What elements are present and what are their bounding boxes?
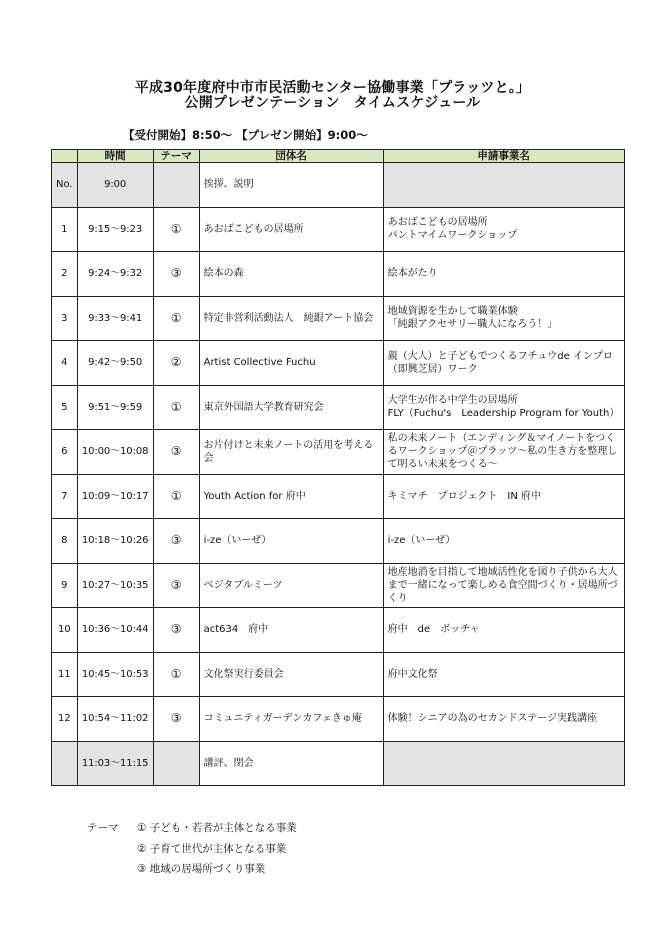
table-row [52,474,625,519]
row-organization: 特定非営利活動法人 純銀アート協会 [199,296,383,341]
row-theme: ③ [153,697,199,742]
row-organization: ベジタブルミーツ [199,563,383,608]
row-organization: 挨拶、説明 [199,163,383,208]
row-number: 11 [52,652,78,697]
row-organization: あおばこどもの居場所 [199,207,383,252]
row-theme: ① [153,385,199,430]
table-row [52,163,625,208]
row-time: 9:24～9:32 [77,252,153,297]
header-theme: テーマ [153,150,199,163]
table-row [52,252,625,297]
row-time: 9:00 [77,163,153,208]
table-row [52,741,625,786]
row-number: No. [52,163,78,208]
header-organization: 団体名 [199,150,383,163]
schedule-header [52,150,625,163]
row-project: 大学生が作る中学生の居場所 FLY（Fuchu's Leadership Program for Youth） [383,385,624,430]
legend-item: ① 子ども・若者が主体となる事業 [137,822,297,834]
row-project: 府中文化祭 [383,652,624,697]
row-project: 府中 de ボッチャ [383,608,624,653]
document-title-line1: 平成30年度府中市市民活動センター協働事業「プラッツと。」 [134,80,531,96]
row-time: 10:18～10:26 [77,519,153,564]
row-project: i-ze（いーぜ） [383,519,624,564]
row-number: 2 [52,252,78,297]
row-time: 11:03～11:15 [77,741,153,786]
row-number: 6 [52,430,78,475]
row-theme: ① [153,652,199,697]
row-project: 親（大人）と子どもでつくるフチュウde インプロ（即興芝居）ワーク [383,341,624,386]
row-number: 1 [52,207,78,252]
row-theme: ① [153,207,199,252]
row-number: 3 [52,296,78,341]
row-project: 絵本がたり [383,252,624,297]
header-project: 申請事業名 [383,150,624,163]
row-project [383,741,624,786]
schedule-table [51,149,625,786]
header-time: 時間 [77,150,153,163]
row-organization: act634 府中 [199,608,383,653]
row-organization: 講評、閉会 [199,741,383,786]
row-time: 9:42～9:50 [77,341,153,386]
row-theme [153,163,199,208]
table-row [52,563,625,608]
table-row [52,519,625,564]
row-organization: Artist Collective Fuchu [199,341,383,386]
row-number: 8 [52,519,78,564]
legend-items [137,818,297,880]
row-number: 7 [52,474,78,519]
row-project: 地域資源を生かして職業体験 「純銀アクセサリー職人になろう！」 [383,296,624,341]
row-time: 9:33～9:41 [77,296,153,341]
row-time: 10:09～10:17 [77,474,153,519]
row-theme: ① [153,296,199,341]
row-time: 10:45～10:53 [77,652,153,697]
row-project: あおばこどもの居場所 パントマイムワークショップ [383,207,624,252]
row-time: 9:51～9:59 [77,385,153,430]
header-row [52,150,625,163]
row-project: 私の未来ノート（エンディング＆マイノートをつくるワークショップ＠プラッツ～私の生き方を整理して明るい未来をつくる～ [383,430,624,475]
row-organization: 文化祭実行委員会 [199,652,383,697]
legend-label: テーマ [87,822,119,834]
row-theme [153,741,199,786]
row-number: 12 [52,697,78,742]
schedule-body [52,163,625,786]
row-project: キミマチ プロジェクト IN 府中 [383,474,624,519]
row-number [52,741,78,786]
row-theme: ③ [153,430,199,475]
row-number: 5 [52,385,78,430]
row-organization: コミュニティガーデンカフェきゅ庵 [199,697,383,742]
table-row [52,608,625,653]
header-no [52,150,78,163]
row-project: 体験！シニアの為のセカンドステージ実践講座 [383,697,624,742]
row-organization: お片付けと未来ノートの活用を考える会 [199,430,383,475]
table-row [52,341,625,386]
session-times: 【受付開始】8:50～ 【プレゼン開始】9:00～ [123,128,368,142]
row-organization: i-ze（いーぜ） [199,519,383,564]
row-time: 10:27～10:35 [77,563,153,608]
table-row [52,697,625,742]
table-row [52,296,625,341]
row-time: 10:00～10:08 [77,430,153,475]
row-time: 10:54～11:02 [77,697,153,742]
row-theme: ③ [153,563,199,608]
row-theme: ① [153,474,199,519]
row-organization: 絵本の森 [199,252,383,297]
legend-item: ② 子育て世代が主体となる事業 [137,842,287,855]
row-project [383,163,624,208]
row-theme: ② [153,341,199,386]
table-row [52,652,625,697]
row-project: 地産地消を目指して地域活性化を図り子供から大人まで一緒になって楽しめる食空間づくり・居場所づくり [383,563,624,608]
row-number: 4 [52,341,78,386]
table-row [52,207,625,252]
row-organization: 東京外国語大学教育研究会 [199,385,383,430]
row-number: 9 [52,563,78,608]
row-time: 9:15～9:23 [77,207,153,252]
row-number: 10 [52,608,78,653]
legend-item: ③ 地域の居場所づくり事業 [137,863,266,875]
row-theme: ③ [153,252,199,297]
row-theme: ③ [153,519,199,564]
table-row [52,430,625,475]
row-time: 10:36～10:44 [77,608,153,653]
row-theme: ③ [153,608,199,653]
row-organization: Youth Action for 府中 [199,474,383,519]
document-title-line2: 公開プレゼンテーション タイムスケジュール [184,95,481,111]
table-row [52,385,625,430]
